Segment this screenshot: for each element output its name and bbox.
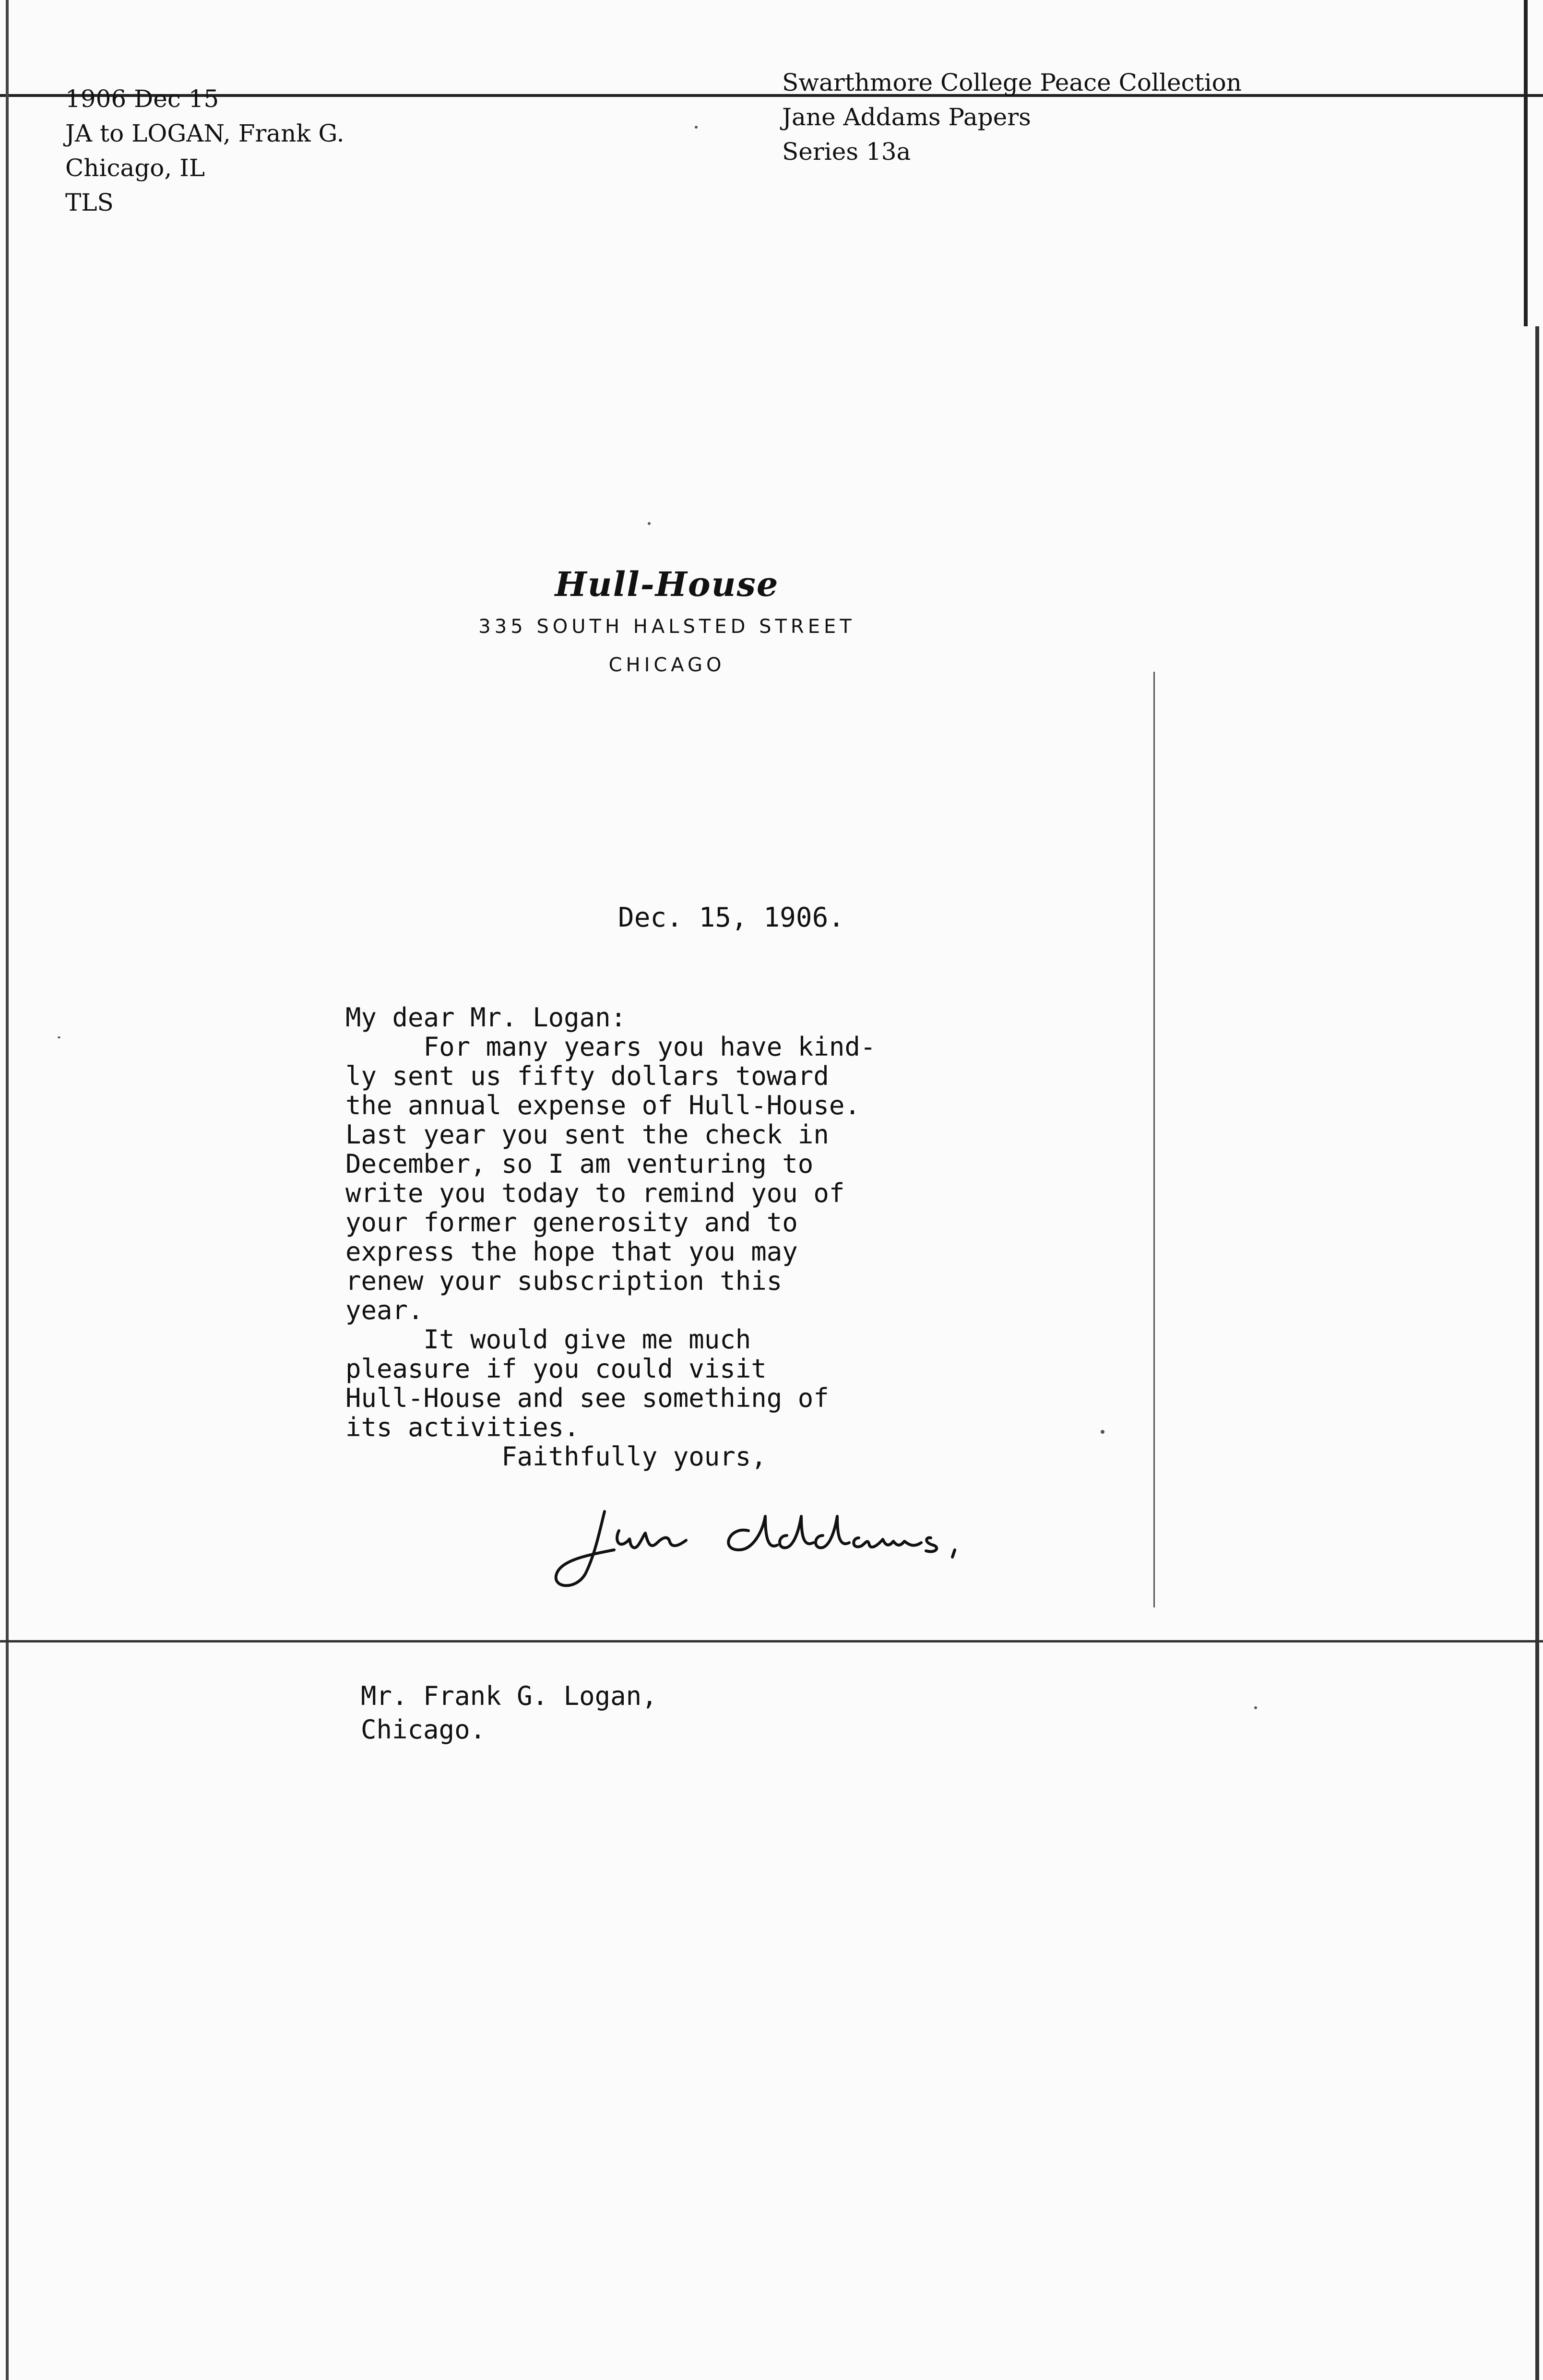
archive-label-left	[65, 82, 344, 220]
archive-date: 1906 Dec 15	[65, 85, 219, 113]
scan-speck	[648, 522, 651, 525]
archive-papers: Jane Addams Papers	[782, 103, 1031, 131]
archive-document-type: TLS	[65, 189, 114, 216]
inside-address	[361, 1679, 657, 1747]
letter-paper-edge	[1153, 672, 1155, 1607]
body-line: Last year you sent the check in	[345, 1119, 829, 1150]
body-line: express the hope that you may	[345, 1237, 798, 1267]
body-line: ly sent us fifty dollars toward	[345, 1061, 829, 1091]
scan-speck	[695, 126, 698, 129]
body-line: Hull-House and see something of	[345, 1383, 829, 1413]
body-line: It would give me much	[345, 1324, 751, 1355]
archive-collection: Swarthmore College Peace Collection	[782, 69, 1242, 96]
closing: Faithfully yours,	[345, 1441, 767, 1472]
recipient-city: Chicago.	[361, 1714, 486, 1745]
letterhead	[422, 561, 912, 684]
letter-date: Dec. 15, 1906.	[618, 902, 845, 933]
handwritten-signature	[547, 1497, 1036, 1593]
scan-frame-line	[1535, 326, 1539, 2380]
scan-frame-line	[6, 0, 9, 2380]
scan-speck	[1254, 1706, 1257, 1709]
archive-series: Series 13a	[782, 138, 911, 166]
scan-frame-line	[0, 1640, 1543, 1642]
letterhead-name: Hull-House	[555, 564, 779, 604]
body-line: year.	[345, 1295, 424, 1325]
body-line: your former generosity and to	[345, 1207, 798, 1238]
body-line: the annual expense of Hull-House.	[345, 1090, 860, 1120]
letter-body	[345, 1003, 876, 1471]
body-line: renew your subscription this	[345, 1266, 783, 1296]
salutation: My dear Mr. Logan:	[345, 1002, 627, 1033]
body-line: its activities.	[345, 1412, 580, 1442]
archive-label-right	[782, 65, 1242, 169]
archive-correspondents: JA to LOGAN, Frank G.	[65, 119, 344, 147]
scan-speck	[58, 1036, 60, 1038]
body-line: December, so I am venturing to	[345, 1149, 814, 1179]
recipient-name: Mr. Frank G. Logan,	[361, 1681, 657, 1711]
letterhead-street: 335 SOUTH HALSTED STREET	[478, 616, 855, 638]
archive-place: Chicago, IL	[65, 154, 205, 182]
body-line: For many years you have kind-	[345, 1032, 876, 1062]
body-line: write you today to remind you of	[345, 1178, 845, 1208]
scan-frame-line	[1524, 0, 1528, 326]
letterhead-city: CHICAGO	[608, 654, 725, 676]
scan-speck	[1101, 1430, 1104, 1434]
body-line: pleasure if you could visit	[345, 1354, 767, 1384]
